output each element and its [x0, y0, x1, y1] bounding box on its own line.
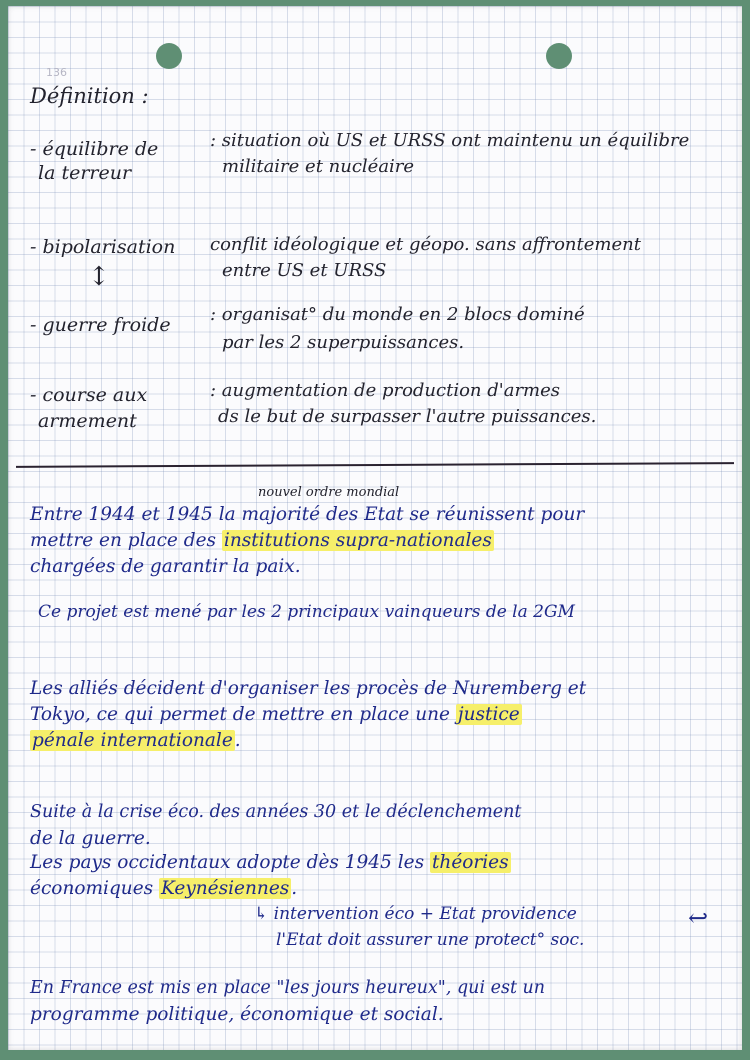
def-4-line2: ds le but de surpasser l'autre puissances. [218, 406, 597, 427]
def-1-line2: militaire et nucléaire [222, 156, 415, 177]
def-3-line1: : organisat° du monde en 2 blocs dominé [210, 304, 585, 325]
def-2-line2: entre US et URSS [222, 260, 387, 281]
p3-line3: pénale internationale . [32, 730, 241, 751]
p1-line1: Entre 1944 et 1945 la majorité des Etat se réunissent pour [30, 504, 585, 525]
p4-sub-line2: l'Etat doit assurer une protect° soc. [276, 930, 585, 950]
term-3-line1: - guerre froide [30, 314, 171, 336]
term-1-line2: la terreur [38, 162, 132, 184]
def-4-line1: : augmentation de production d'armes [210, 380, 561, 401]
highlight-penal-international: pénale internationale [32, 730, 233, 751]
p1-line2: mettre en place des institutions supra-nationales [30, 530, 492, 551]
section-divider [16, 462, 734, 468]
binder-hole-left [156, 43, 182, 69]
section-caption: nouvel ordre mondial [258, 485, 400, 500]
def-3-line2: par les 2 superpuissances. [222, 332, 465, 353]
def-2-line1: conflit idéologique et géopo. sans affrontement [210, 234, 641, 255]
term-2-line1: - bipolarisation [30, 236, 176, 258]
highlight-theories: théories [431, 852, 509, 873]
term-1-line1: - équilibre de [30, 138, 159, 160]
p4-line4: économiques Keynésiennes . [30, 878, 298, 899]
p4-line1: Suite à la crise éco. des années 30 et le déclenchement [30, 802, 522, 822]
term-4-line1: - course aux [30, 384, 148, 406]
def-1-line1: : situation où US et URSS ont maintenu un équilibre [210, 130, 690, 151]
page-number: 136 [46, 66, 67, 79]
p3-line1: Les alliés décident d'organiser les procès de Nuremberg et [30, 678, 587, 699]
double-arrow-icon: ↕ [88, 262, 110, 292]
curved-arrow-icon: ↩ [688, 904, 709, 932]
p2: Ce projet est mené par les 2 principaux vainqueurs de la 2GM [38, 602, 575, 622]
highlight-justice: justice [457, 704, 520, 725]
p1-line3: chargées de garantir la paix. [30, 556, 301, 577]
p5-line2: programme politique, économique et social. [30, 1004, 444, 1025]
binder-hole-right [546, 43, 572, 69]
p3-line2: Tokyo, ce qui permet de mettre en place une justice [30, 704, 520, 725]
highlight-supranational: institutions supra-nationales [223, 530, 492, 551]
p4-sub-line1: ↳ intervention éco + Etat providence [254, 904, 577, 924]
term-4-line2: armement [38, 410, 137, 432]
highlight-keynesian: Keynésiennes [161, 878, 290, 899]
p4-line3: Les pays occidentaux adopte dès 1945 les théories [30, 852, 509, 873]
p4-line2: de la guerre. [30, 828, 151, 849]
definitions-title: Définition : [30, 84, 149, 108]
notebook-page [8, 6, 742, 1050]
p5-line1: En France est mis en place "les jours heureux", qui est un [30, 978, 546, 998]
